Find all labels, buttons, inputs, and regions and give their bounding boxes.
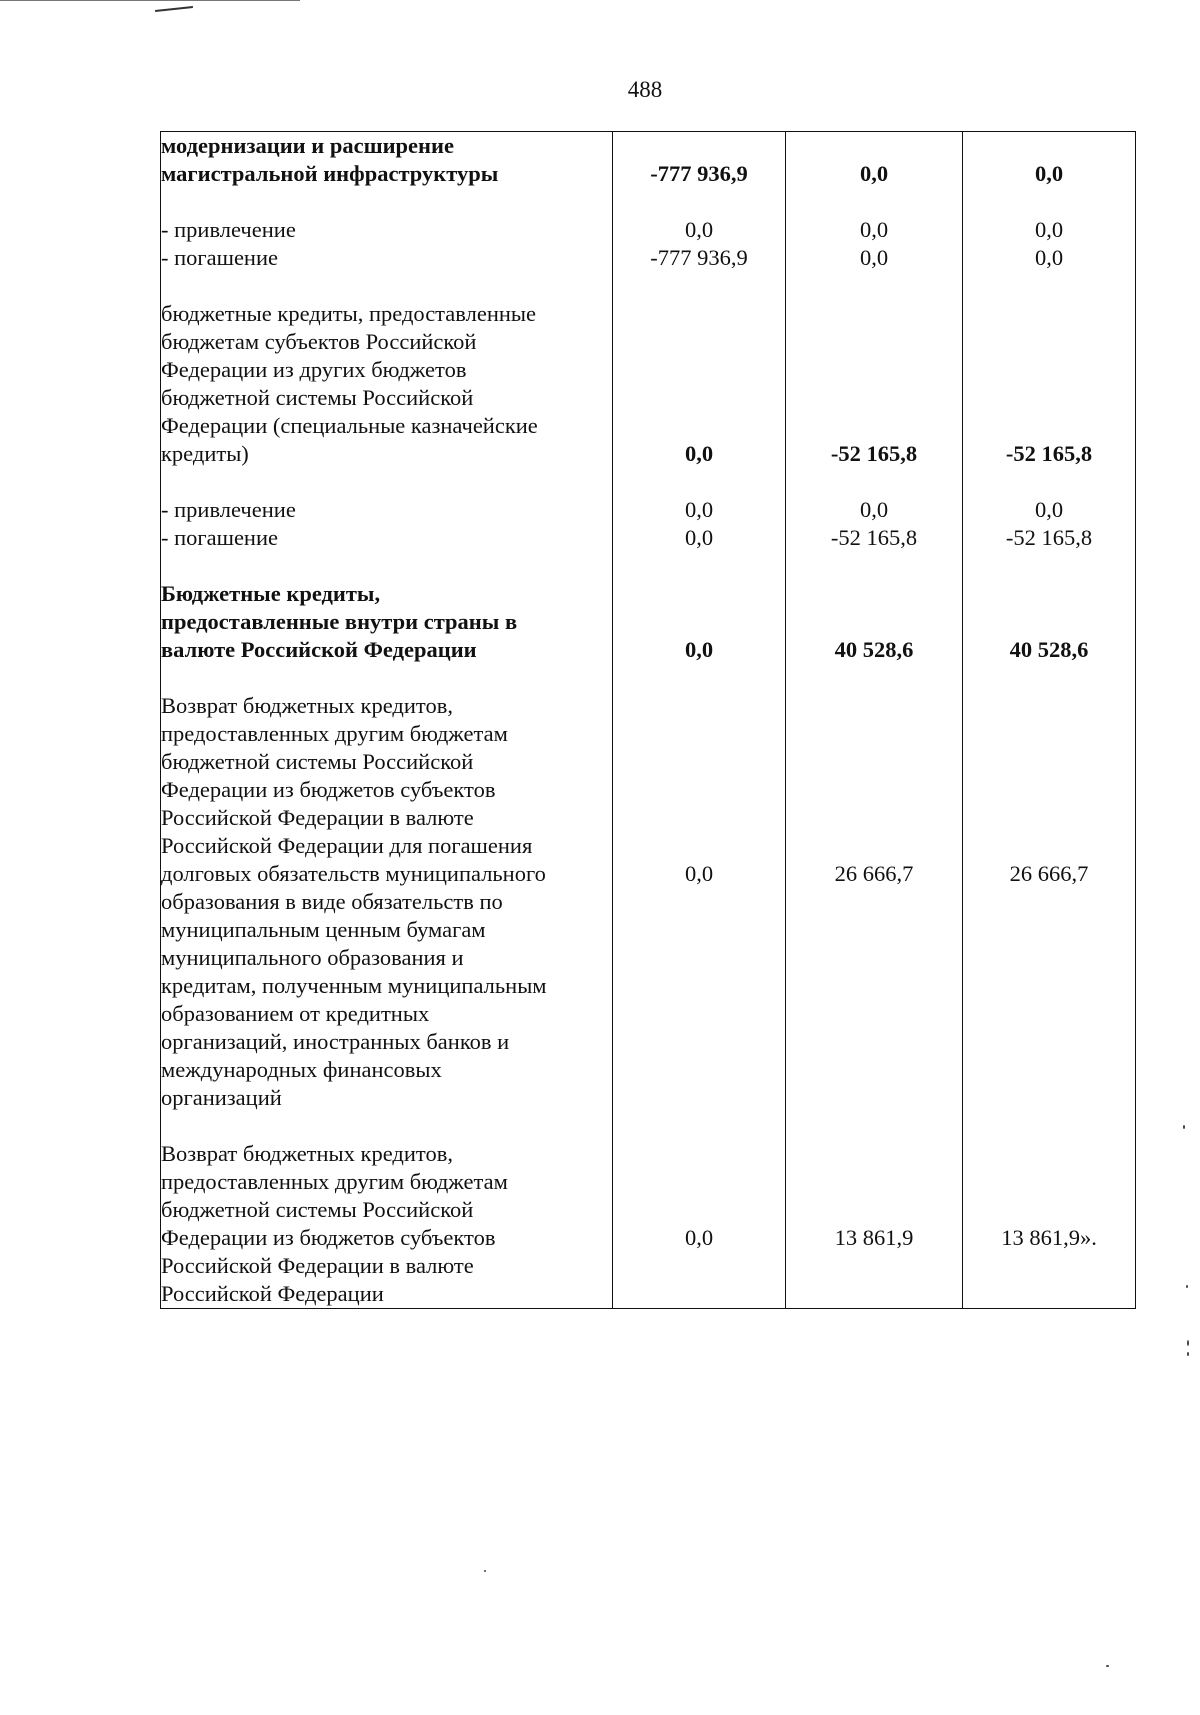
label-line: образованием от кредитных [161, 1001, 430, 1026]
label-line: организаций [161, 1085, 282, 1110]
value: -52 165,8 [1005, 441, 1093, 466]
label-line: долговых обязательств муниципального [161, 861, 546, 886]
label-line: бюджетной системы Российской [161, 1197, 474, 1222]
label-line: Федерации из бюджетов субъектов [161, 777, 496, 802]
value: 0,0 [684, 1225, 714, 1250]
label-line: организаций, иностранных банков и [161, 1029, 510, 1054]
value-cell [786, 132, 963, 189]
value-cell [786, 692, 963, 1112]
spacer-row [161, 272, 1136, 300]
budget-table [160, 131, 1136, 1309]
label-line: предоставленные внутри страны в [161, 609, 518, 634]
value: 0,0 [684, 525, 714, 550]
row-label [161, 132, 613, 189]
label-line: Возврат бюджетных кредитов, [161, 693, 453, 718]
value: 0,0 [859, 217, 889, 242]
label-line: модернизации и расширение [161, 133, 454, 158]
label-line: бюджетные кредиты, предоставленные [161, 301, 537, 326]
label-line: образования в виде обязательств по [161, 889, 503, 914]
label-line: Федерации из других бюджетов [161, 357, 467, 382]
value: 0,0 [1034, 497, 1064, 522]
label-line: Российской Федерации в валюте [161, 1253, 474, 1278]
table-row [161, 216, 1136, 272]
value: 0,0 [859, 497, 889, 522]
table-row [161, 300, 1136, 468]
value-cell [613, 1140, 786, 1309]
value-cell [963, 216, 1136, 272]
page-number: 488 [627, 77, 663, 102]
row-label [161, 580, 613, 664]
row-label [161, 692, 613, 1112]
value-cell [613, 216, 786, 272]
spacer-row [161, 664, 1136, 692]
label-line: бюджетной системы Российской [161, 749, 474, 774]
label-line: Российской Федерации [161, 1281, 384, 1306]
table-row [161, 580, 1136, 664]
value-cell [613, 132, 786, 189]
value: 0,0 [859, 245, 889, 270]
label-line: - погашение [161, 525, 279, 550]
value: -52 165,8 [830, 525, 918, 550]
value: -777 936,9 [650, 245, 748, 270]
value: -52 165,8 [1005, 525, 1093, 550]
value-cell [963, 1140, 1136, 1309]
value-cell [963, 300, 1136, 468]
value: 40 528,6 [1009, 637, 1089, 662]
table-row [161, 132, 1136, 189]
value-cell [786, 216, 963, 272]
spacer-row [161, 468, 1136, 496]
label-line: Федерации (специальные казначейские [161, 413, 538, 438]
label-line: бюджетам субъектов Российской [161, 329, 477, 354]
scan-speck [484, 1570, 486, 1572]
value: 0,0 [684, 217, 714, 242]
label-line: Федерации из бюджетов субъектов [161, 1225, 496, 1250]
label-line: муниципальным ценным бумагам [161, 917, 486, 942]
table-row [161, 496, 1136, 552]
value-cell [786, 580, 963, 664]
value-cell [963, 692, 1136, 1112]
scan-speck [1186, 1285, 1188, 1288]
value: 0,0 [1034, 245, 1064, 270]
label-line: валюте Российской Федерации [161, 637, 477, 662]
row-label [161, 216, 613, 272]
value: 13 861,9 [834, 1225, 914, 1250]
value-cell [786, 496, 963, 552]
value: 26 666,7 [834, 861, 914, 886]
label-line: Возврат бюджетных кредитов, [161, 1141, 453, 1166]
value-cell [963, 132, 1136, 189]
spacer-row [161, 1112, 1136, 1140]
value-cell [613, 496, 786, 552]
value-cell [613, 580, 786, 664]
label-line: международных финансовых [161, 1057, 442, 1082]
row-label [161, 496, 613, 552]
value: 13 861,9». [1001, 1225, 1097, 1250]
label-line: - погашение [161, 245, 279, 270]
label-line: кредитам, полученным муниципальным [161, 973, 547, 998]
table-row [161, 692, 1136, 1112]
value-cell [613, 300, 786, 468]
table-row [161, 1140, 1136, 1309]
label-line: кредиты) [161, 441, 249, 466]
scan-edge-line [0, 0, 300, 1]
label-line: Российской Федерации для погашения [161, 833, 533, 858]
spacer-row [161, 188, 1136, 216]
scan-speck [1106, 1665, 1109, 1667]
scan-speck [1187, 1340, 1189, 1346]
value: 0,0 [1034, 161, 1064, 186]
value: -52 165,8 [830, 441, 918, 466]
value: 0,0 [1034, 217, 1064, 242]
label-line: бюджетной системы Российской [161, 385, 474, 410]
value: 0,0 [684, 861, 714, 886]
value: -777 936,9 [650, 161, 748, 186]
value: 0,0 [684, 497, 714, 522]
label-line: предоставленных другим бюджетам [161, 1169, 508, 1194]
value-cell [963, 496, 1136, 552]
value-cell [963, 580, 1136, 664]
value-cell [786, 1140, 963, 1309]
value: 0,0 [859, 161, 889, 186]
value: 0,0 [684, 441, 714, 466]
value: 0,0 [684, 637, 714, 662]
scan-pen-mark [155, 6, 193, 12]
label-line: - привлечение [161, 497, 296, 522]
value: 26 666,7 [1009, 861, 1089, 886]
label-line: Российской Федерации в валюте [161, 805, 474, 830]
label-line: Бюджетные кредиты, [161, 581, 381, 606]
spacer-row [161, 552, 1136, 580]
label-line: магистральной инфраструктуры [161, 161, 499, 186]
label-line: предоставленных другим бюджетам [161, 721, 508, 746]
label-line: - привлечение [161, 217, 296, 242]
label-line: муниципального образования и [161, 945, 464, 970]
scan-speck [1187, 1352, 1189, 1356]
scan-speck [1183, 1125, 1185, 1129]
value-cell [786, 300, 963, 468]
value: 40 528,6 [834, 637, 914, 662]
row-label [161, 1140, 613, 1309]
value-cell [613, 692, 786, 1112]
row-label [161, 300, 613, 468]
